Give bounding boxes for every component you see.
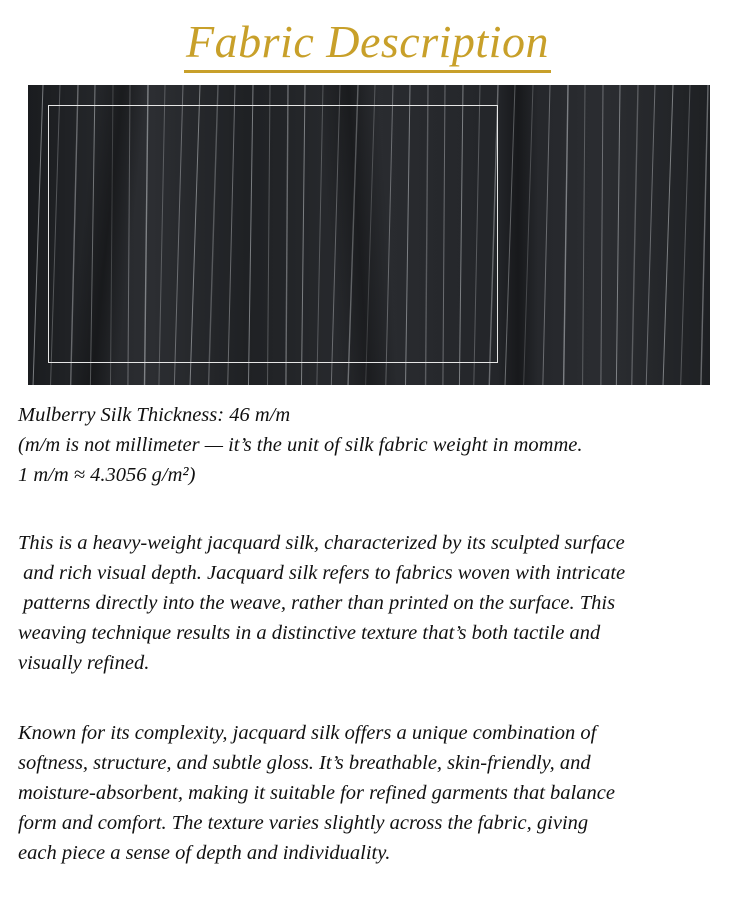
section-title [0,10,735,74]
paragraph-line: softness, structure, and subtle gloss. It’s breathable, skin-friendly, and [18,752,591,774]
paragraph-line: patterns directly into the weave, rather than printed on the surface. This [18,592,616,614]
fabric-texture [28,85,710,385]
paragraph-line: Known for its complexity, jacquard silk offers a unique combination of [18,722,597,744]
fabric-swatch-image [28,85,710,385]
paragraph-line: each piece a sense of depth and individuality. [18,842,391,864]
description-paragraph-1 [18,528,721,678]
paragraph-line: form and comfort. The texture varies slightly across the fabric, giving [18,812,589,834]
conversion-line: 1 m/m ≈ 4.3056 g/m²) [18,464,196,486]
silk-specs [18,400,721,490]
thickness-line: Mulberry Silk Thickness: 46 m/m [18,404,291,426]
section-title-text: Fabric Description [184,14,551,73]
description-paragraph-2 [18,718,721,868]
unit-note-line: (m/m is not millimeter — it’s the unit of silk fabric weight in momme. [18,434,583,456]
paragraph-line: This is a heavy-weight jacquard silk, characterized by its sculpted surface [18,532,625,554]
paragraph-line: weaving technique results in a distinctive texture that’s both tactile and [18,622,601,644]
paragraph-line: and rich visual depth. Jacquard silk refers to fabrics woven with intricate [18,562,626,584]
paragraph-line: moisture-absorbent, making it suitable for refined garments that balance [18,782,615,804]
paragraph-line: visually refined. [18,652,150,674]
